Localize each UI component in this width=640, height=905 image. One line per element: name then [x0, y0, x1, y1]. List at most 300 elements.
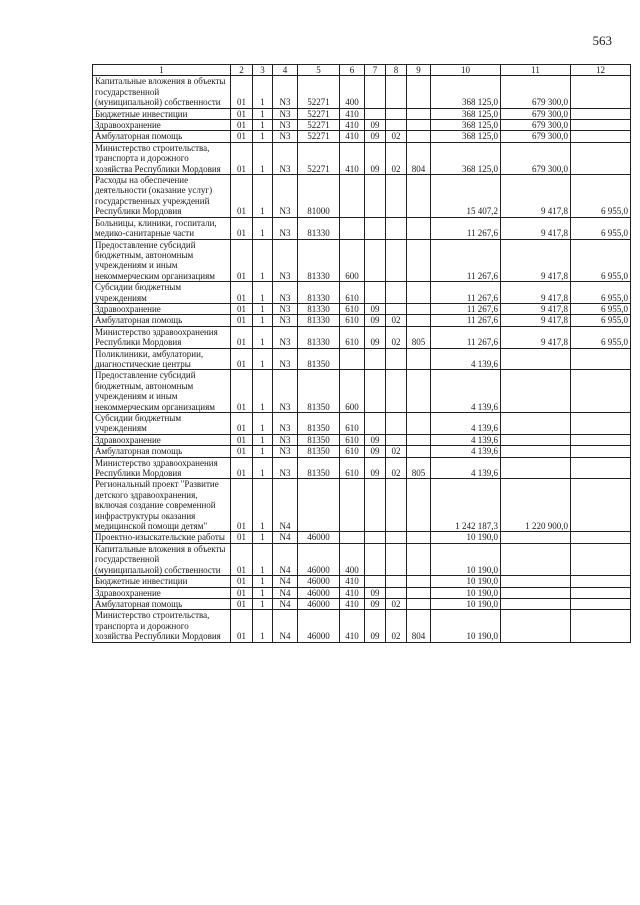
cell-amount-1: 10 190,0: [431, 610, 501, 642]
cell-subsection: [386, 217, 407, 239]
cell-ministry: [407, 76, 431, 108]
row-name: Региональный проект "Развитие детского здравоохранения, включая создание современной инфраструктуры оказания медицинской помощи детям": [93, 479, 231, 532]
cell-direction: 81330: [298, 217, 340, 239]
cell-amount-3: [571, 434, 631, 445]
cell-direction: 81000: [298, 175, 340, 218]
cell-ministry: [407, 598, 431, 609]
row-name: Здравоохранение: [93, 434, 231, 445]
cell-section: 09: [365, 315, 386, 326]
table-row: [93, 326, 631, 348]
table-row: [93, 457, 631, 479]
column-header-2: 2: [231, 65, 253, 76]
cell-code: 01: [231, 175, 253, 218]
column-header-7: 7: [365, 65, 386, 76]
row-name: Проектно-изыскательские работы: [93, 532, 231, 543]
cell-expense-type: 410: [340, 576, 365, 587]
cell-program: N4: [273, 587, 298, 598]
cell-code: 01: [231, 239, 253, 282]
cell-program: N3: [273, 239, 298, 282]
cell-amount-2: 9 417,8: [501, 175, 571, 218]
cell-expense-type: [340, 532, 365, 543]
table-row: [93, 587, 631, 598]
cell-amount-1: 4 139,6: [431, 457, 501, 479]
table-row: [93, 413, 631, 435]
cell-subsection: [386, 76, 407, 108]
cell-program: N4: [273, 610, 298, 642]
cell-amount-3: [571, 108, 631, 119]
cell-subsection: [386, 120, 407, 131]
cell-amount-2: 9 417,8: [501, 239, 571, 282]
cell-code: 01: [231, 413, 253, 435]
cell-expense-type: 400: [340, 76, 365, 108]
cell-code: 01: [231, 587, 253, 598]
cell-subsection: [386, 543, 407, 575]
cell-amount-1: 368 125,0: [431, 131, 501, 142]
cell-ministry: [407, 315, 431, 326]
cell-direction: 81330: [298, 239, 340, 282]
cell-code: 01: [231, 457, 253, 479]
cell-code: 01: [231, 532, 253, 543]
cell-code: 01: [231, 76, 253, 108]
cell-section: 09: [365, 457, 386, 479]
cell-code: 01: [231, 479, 253, 532]
cell-code: 01: [231, 131, 253, 142]
table-row: [93, 479, 631, 532]
cell-ministry: [407, 282, 431, 304]
cell-subcode: 1: [253, 282, 273, 304]
cell-expense-type: 410: [340, 598, 365, 609]
row-name: Субсидии бюджетным учреждениям: [93, 413, 231, 435]
cell-subsection: [386, 282, 407, 304]
cell-amount-2: 9 417,8: [501, 217, 571, 239]
row-name: Амбулаторная помощь: [93, 315, 231, 326]
cell-expense-type: 410: [340, 142, 365, 174]
cell-section: [365, 543, 386, 575]
cell-ministry: 805: [407, 326, 431, 348]
cell-amount-3: 6 955,0: [571, 303, 631, 314]
cell-program: N3: [273, 413, 298, 435]
cell-code: 01: [231, 120, 253, 131]
cell-program: N3: [273, 217, 298, 239]
cell-subcode: 1: [253, 239, 273, 282]
cell-ministry: [407, 532, 431, 543]
cell-amount-3: [571, 457, 631, 479]
cell-subsection: [386, 576, 407, 587]
cell-program: N3: [273, 326, 298, 348]
cell-amount-2: 9 417,8: [501, 282, 571, 304]
cell-direction: 81350: [298, 370, 340, 413]
cell-amount-2: [501, 598, 571, 609]
cell-subsection: [386, 108, 407, 119]
cell-section: [365, 108, 386, 119]
cell-amount-2: [501, 532, 571, 543]
cell-expense-type: 610: [340, 457, 365, 479]
cell-program: N3: [273, 370, 298, 413]
cell-subcode: 1: [253, 131, 273, 142]
cell-amount-2: 9 417,8: [501, 303, 571, 314]
cell-expense-type: [340, 217, 365, 239]
cell-direction: 81350: [298, 446, 340, 457]
cell-section: [365, 76, 386, 108]
cell-amount-3: [571, 120, 631, 131]
table-row: [93, 446, 631, 457]
cell-expense-type: 610: [340, 326, 365, 348]
cell-expense-type: 610: [340, 446, 365, 457]
cell-section: 09: [365, 434, 386, 445]
cell-program: N4: [273, 479, 298, 532]
cell-subsection: [386, 303, 407, 314]
cell-code: 01: [231, 610, 253, 642]
cell-section: 09: [365, 326, 386, 348]
cell-direction: 81330: [298, 326, 340, 348]
cell-code: 01: [231, 315, 253, 326]
cell-ministry: 804: [407, 610, 431, 642]
cell-amount-3: 6 955,0: [571, 217, 631, 239]
cell-amount-1: 4 139,6: [431, 370, 501, 413]
row-name: Амбулаторная помощь: [93, 446, 231, 457]
cell-section: [365, 282, 386, 304]
cell-amount-2: [501, 434, 571, 445]
cell-code: 01: [231, 434, 253, 445]
cell-program: N3: [273, 142, 298, 174]
cell-ministry: [407, 120, 431, 131]
cell-direction: 46000: [298, 576, 340, 587]
cell-code: 01: [231, 303, 253, 314]
row-name: Министерство здравоохранения Республики Мордовия: [93, 457, 231, 479]
cell-direction: 52271: [298, 108, 340, 119]
column-header-9: 9: [407, 65, 431, 76]
cell-ministry: [407, 576, 431, 587]
row-name: Здравоохранение: [93, 303, 231, 314]
cell-section: [365, 348, 386, 370]
cell-subsection: 02: [386, 131, 407, 142]
cell-ministry: [407, 239, 431, 282]
cell-amount-3: [571, 142, 631, 174]
cell-ministry: 804: [407, 142, 431, 174]
table-row: [93, 370, 631, 413]
cell-ministry: [407, 434, 431, 445]
cell-direction: 81350: [298, 348, 340, 370]
cell-subcode: 1: [253, 326, 273, 348]
cell-subcode: 1: [253, 576, 273, 587]
row-name: Капитальные вложения в объекты государственной (муниципальной) собственности: [93, 76, 231, 108]
table-row: [93, 315, 631, 326]
cell-amount-2: [501, 543, 571, 575]
cell-amount-3: [571, 76, 631, 108]
cell-subcode: 1: [253, 434, 273, 445]
cell-amount-1: 11 267,6: [431, 315, 501, 326]
cell-program: N3: [273, 282, 298, 304]
cell-ministry: [407, 348, 431, 370]
cell-section: 09: [365, 131, 386, 142]
row-name: Амбулаторная помощь: [93, 131, 231, 142]
cell-ministry: [407, 217, 431, 239]
cell-subcode: 1: [253, 446, 273, 457]
cell-program: N4: [273, 598, 298, 609]
cell-expense-type: 610: [340, 303, 365, 314]
column-header-row: [93, 65, 631, 76]
table-row: [93, 239, 631, 282]
cell-code: 01: [231, 370, 253, 413]
cell-direction: 81350: [298, 457, 340, 479]
cell-ministry: [407, 370, 431, 413]
cell-direction: 81350: [298, 413, 340, 435]
cell-program: N3: [273, 434, 298, 445]
table-row: [93, 108, 631, 119]
cell-code: 01: [231, 217, 253, 239]
column-header-3: 3: [253, 65, 273, 76]
cell-amount-2: [501, 348, 571, 370]
cell-program: N3: [273, 457, 298, 479]
cell-amount-1: 1 242 187,3: [431, 479, 501, 532]
cell-subsection: 02: [386, 610, 407, 642]
column-header-1: 1: [93, 65, 231, 76]
cell-ministry: 805: [407, 457, 431, 479]
cell-amount-1: 11 267,6: [431, 303, 501, 314]
cell-expense-type: 410: [340, 131, 365, 142]
cell-section: 09: [365, 303, 386, 314]
cell-section: 09: [365, 587, 386, 598]
cell-program: N4: [273, 576, 298, 587]
cell-section: [365, 479, 386, 532]
cell-amount-3: [571, 576, 631, 587]
table-row: [93, 142, 631, 174]
cell-subcode: 1: [253, 217, 273, 239]
cell-amount-1: 368 125,0: [431, 76, 501, 108]
cell-ministry: [407, 587, 431, 598]
cell-amount-1: 4 139,6: [431, 446, 501, 457]
cell-direction: 81350: [298, 434, 340, 445]
row-name: Бюджетные инвестиции: [93, 108, 231, 119]
cell-ministry: [407, 479, 431, 532]
cell-expense-type: 600: [340, 239, 365, 282]
cell-section: 09: [365, 446, 386, 457]
cell-program: N3: [273, 131, 298, 142]
cell-section: [365, 576, 386, 587]
cell-program: N3: [273, 303, 298, 314]
cell-subsection: [386, 370, 407, 413]
cell-amount-2: 679 300,0: [501, 76, 571, 108]
cell-amount-2: 1 220 900,0: [501, 479, 571, 532]
cell-amount-2: [501, 457, 571, 479]
cell-subcode: 1: [253, 120, 273, 131]
cell-expense-type: 400: [340, 543, 365, 575]
cell-amount-1: 11 267,6: [431, 217, 501, 239]
cell-expense-type: 610: [340, 282, 365, 304]
table-body: [93, 76, 631, 642]
cell-subsection: [386, 479, 407, 532]
cell-program: N4: [273, 532, 298, 543]
table-row: [93, 120, 631, 131]
cell-amount-2: 9 417,8: [501, 315, 571, 326]
column-header-11: 11: [501, 65, 571, 76]
cell-ministry: [407, 175, 431, 218]
table-row: [93, 434, 631, 445]
cell-amount-3: 6 955,0: [571, 175, 631, 218]
row-name: Министерство строительства, транспорта и дорожного хозяйства Республики Мордовия: [93, 142, 231, 174]
cell-amount-3: 6 955,0: [571, 315, 631, 326]
cell-program: N3: [273, 76, 298, 108]
cell-section: [365, 532, 386, 543]
cell-direction: 46000: [298, 610, 340, 642]
table-row: [93, 303, 631, 314]
cell-subcode: 1: [253, 76, 273, 108]
cell-amount-3: [571, 610, 631, 642]
cell-amount-1: 4 139,6: [431, 348, 501, 370]
cell-code: 01: [231, 598, 253, 609]
cell-amount-1: 368 125,0: [431, 108, 501, 119]
cell-amount-1: 4 139,6: [431, 434, 501, 445]
cell-subsection: [386, 413, 407, 435]
cell-subsection: 02: [386, 142, 407, 174]
cell-ministry: [407, 413, 431, 435]
cell-section: 09: [365, 120, 386, 131]
cell-amount-3: 6 955,0: [571, 282, 631, 304]
column-header-8: 8: [386, 65, 407, 76]
cell-amount-3: [571, 131, 631, 142]
row-name: Капитальные вложения в объекты государственной (муниципальной) собственности: [93, 543, 231, 575]
cell-amount-1: 10 190,0: [431, 532, 501, 543]
cell-amount-2: 679 300,0: [501, 120, 571, 131]
cell-direction: [298, 479, 340, 532]
cell-amount-3: [571, 532, 631, 543]
cell-code: 01: [231, 282, 253, 304]
cell-subcode: 1: [253, 315, 273, 326]
cell-direction: 46000: [298, 598, 340, 609]
cell-amount-1: 10 190,0: [431, 598, 501, 609]
table-row: [93, 543, 631, 575]
cell-amount-1: 11 267,6: [431, 282, 501, 304]
cell-direction: 52271: [298, 142, 340, 174]
cell-subcode: 1: [253, 175, 273, 218]
cell-subsection: [386, 587, 407, 598]
cell-subsection: 02: [386, 326, 407, 348]
cell-direction: 81330: [298, 303, 340, 314]
table-row: [93, 76, 631, 108]
row-name: Бюджетные инвестиции: [93, 576, 231, 587]
table-row: [93, 610, 631, 642]
row-name: Здравоохранение: [93, 120, 231, 131]
cell-code: 01: [231, 348, 253, 370]
cell-code: 01: [231, 108, 253, 119]
cell-code: 01: [231, 446, 253, 457]
cell-program: N3: [273, 120, 298, 131]
cell-expense-type: [340, 175, 365, 218]
cell-amount-1: 11 267,6: [431, 326, 501, 348]
cell-subcode: 1: [253, 303, 273, 314]
cell-amount-2: [501, 587, 571, 598]
row-name: Расходы на обеспечение деятельности (оказание услуг) государственных учреждений Республики Мордовия: [93, 175, 231, 218]
cell-ministry: [407, 543, 431, 575]
cell-amount-3: [571, 543, 631, 575]
cell-subcode: 1: [253, 587, 273, 598]
cell-amount-3: [571, 598, 631, 609]
cell-amount-3: [571, 446, 631, 457]
cell-expense-type: 600: [340, 370, 365, 413]
cell-amount-1: 15 407,2: [431, 175, 501, 218]
cell-expense-type: 610: [340, 413, 365, 435]
cell-subcode: 1: [253, 370, 273, 413]
cell-expense-type: [340, 348, 365, 370]
cell-program: N3: [273, 175, 298, 218]
row-name: Амбулаторная помощь: [93, 598, 231, 609]
row-name: Предоставление субсидий бюджетным, автономным учреждениям и иным некоммерческим организациям: [93, 239, 231, 282]
cell-amount-3: [571, 587, 631, 598]
cell-program: N4: [273, 543, 298, 575]
cell-code: 01: [231, 543, 253, 575]
cell-direction: 46000: [298, 587, 340, 598]
cell-amount-2: 9 417,8: [501, 326, 571, 348]
table-row: [93, 282, 631, 304]
cell-amount-1: 10 190,0: [431, 587, 501, 598]
row-name: Больницы, клиники, госпитали, медико-санитарные части: [93, 217, 231, 239]
cell-subcode: 1: [253, 108, 273, 119]
cell-ministry: [407, 303, 431, 314]
column-header-4: 4: [273, 65, 298, 76]
cell-amount-1: 10 190,0: [431, 543, 501, 575]
cell-subcode: 1: [253, 457, 273, 479]
cell-subsection: 02: [386, 446, 407, 457]
cell-amount-2: [501, 413, 571, 435]
cell-subsection: [386, 239, 407, 282]
cell-section: [365, 370, 386, 413]
cell-code: 01: [231, 142, 253, 174]
cell-subcode: 1: [253, 532, 273, 543]
cell-amount-3: 6 955,0: [571, 326, 631, 348]
cell-code: 01: [231, 576, 253, 587]
cell-subcode: 1: [253, 413, 273, 435]
cell-amount-2: 679 300,0: [501, 108, 571, 119]
cell-subcode: 1: [253, 348, 273, 370]
row-name: Министерство здравоохранения Республики Мордовия: [93, 326, 231, 348]
cell-amount-2: [501, 370, 571, 413]
table-row: [93, 217, 631, 239]
table-row: [93, 175, 631, 218]
cell-section: 09: [365, 610, 386, 642]
cell-section: 09: [365, 142, 386, 174]
budget-table: [92, 64, 631, 643]
cell-amount-1: 368 125,0: [431, 120, 501, 131]
row-name: Субсидии бюджетным учреждениям: [93, 282, 231, 304]
cell-amount-1: 11 267,6: [431, 239, 501, 282]
row-name: Министерство строительства, транспорта и дорожного хозяйства Республики Мордовия: [93, 610, 231, 642]
cell-subcode: 1: [253, 610, 273, 642]
cell-amount-3: [571, 479, 631, 532]
cell-expense-type: 610: [340, 315, 365, 326]
cell-amount-1: 4 139,6: [431, 413, 501, 435]
row-name: Здравоохранение: [93, 587, 231, 598]
cell-program: N3: [273, 108, 298, 119]
cell-subcode: 1: [253, 142, 273, 174]
cell-expense-type: [340, 479, 365, 532]
cell-amount-3: 6 955,0: [571, 239, 631, 282]
cell-subsection: 02: [386, 457, 407, 479]
cell-subsection: [386, 532, 407, 543]
cell-section: [365, 413, 386, 435]
column-header-6: 6: [340, 65, 365, 76]
cell-subcode: 1: [253, 598, 273, 609]
column-header-10: 10: [431, 65, 501, 76]
cell-section: [365, 239, 386, 282]
cell-amount-2: [501, 446, 571, 457]
table-row: [93, 598, 631, 609]
cell-program: N3: [273, 446, 298, 457]
cell-expense-type: 410: [340, 120, 365, 131]
cell-code: 01: [231, 326, 253, 348]
cell-expense-type: 410: [340, 108, 365, 119]
table-row: [93, 576, 631, 587]
table-row: [93, 131, 631, 142]
